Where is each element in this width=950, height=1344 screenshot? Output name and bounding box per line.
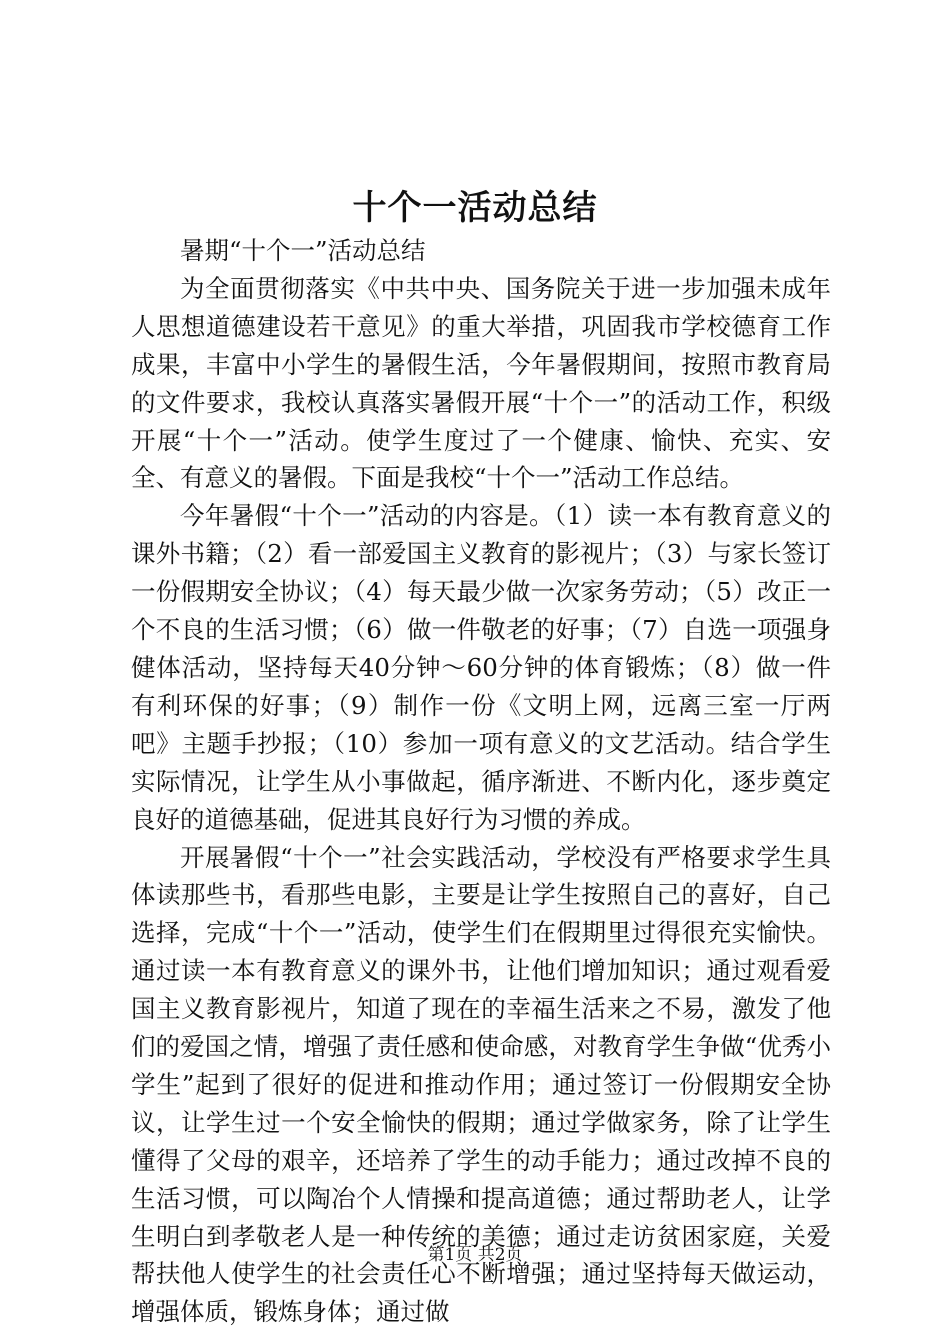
- body-paragraph: 今年暑假“十个一”活动的内容是。（1）读一本有教育意义的课外书籍；（2）看一部爱国主义教育的影视片；（3）与家长签订一份假期安全协议；（4）每天最少做一次家务劳动；（5）改正一个不良的生活习惯；（6）做一件敬老的好事；（7）自选一项强身健体活动，坚持每天40分钟～60分钟的体育锻炼；（8）做一件有利环保的好事；（9）制作一份《文明上网，远离三室一厅两吧》主题手抄报；（10）参加一项有意义的文艺活动。结合学生实际情况，让学生从小事做起，循序渐进、不断内化，逐步奠定良好的道德基础，促进其良好行为习惯的养成。: [131, 501, 831, 834]
- subtitle-paragraph: 暑期“十个一”活动总结: [180, 236, 426, 265]
- document-body: [131, 232, 831, 1331]
- document-title: 十个一活动总结: [352, 188, 598, 228]
- page-number-footer: 第1页 共2页: [427, 1245, 523, 1265]
- body-paragraph: 开展暑假“十个一”社会实践活动，学校没有严格要求学生具体读那些书，看那些电影，主要是让学生按照自己的喜好，自己选择，完成“十个一”活动，使学生们在假期里过得很充实愉快。通过读一本有教育意义的课外书，让他们增加知识；通过观看爱国主义教育影视片，知道了现在的幸福生活来之不易，激发了他们的爱国之情，增强了责任感和使命感，对教育学生争做“优秀小学生”起到了很好的促进和推动作用；通过签订一份假期安全协议，让学生过一个安全愉快的假期；通过学做家务，除了让学生懂得了父母的艰辛，还培养了学生的动手能力；通过改掉不良的生活习惯，可以陶冶个人情操和提高道德；通过帮助老人，让学生明白到孝敬老人是一种传统的美德；通过走访贫困家庭，关爱帮扶他人使学生的社会责任心不断增强；通过坚持每天做运动，增强体质，锻炼身体；通过做: [131, 842, 831, 1327]
- body-paragraph: 为全面贯彻落实《中共中央、国务院关于进一步加强未成年人思想道德建设若干意见》的重大举措，巩固我市学校德育工作成果，丰富中小学生的暑假生活，今年暑假期间，按照市教育局的文件要求，我校认真落实暑假开展“十个一”的活动工作，积级开展“十个一”活动。使学生度过了一个健康、愉快、充实、安全、有意义的暑假。下面是我校“十个一”活动工作总结。: [131, 273, 831, 493]
